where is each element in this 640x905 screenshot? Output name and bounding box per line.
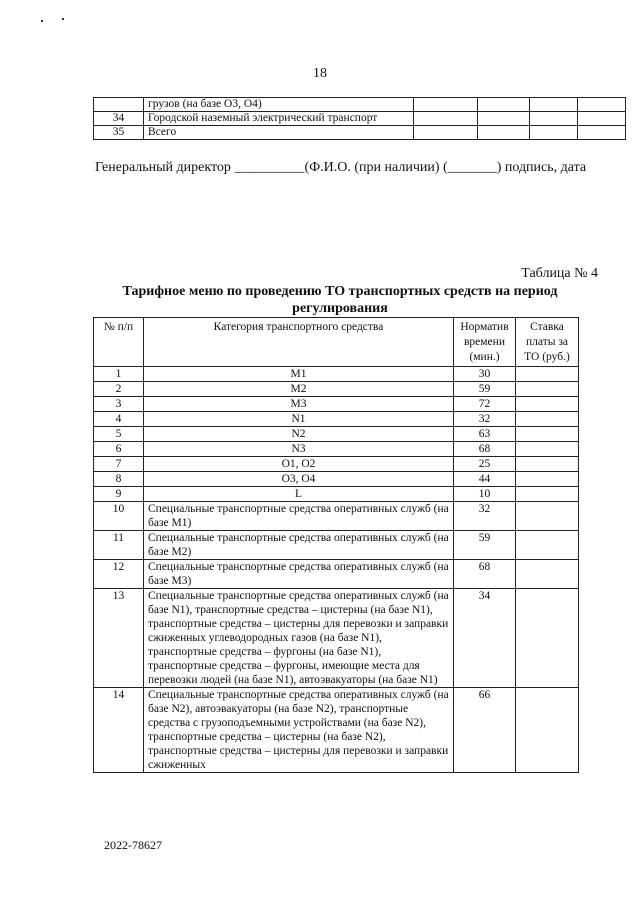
header-rate [516,318,579,367]
page-number: 18 [313,66,327,81]
row-rate [516,502,579,531]
row-number [94,98,144,112]
row-time: 30 [454,367,516,382]
header-time-line2: времени [464,336,505,348]
row-category: O3, O4 [144,472,454,487]
row-time: 25 [454,457,516,472]
row-category: M1 [144,367,454,382]
header-time [454,318,516,367]
table-row [94,442,579,457]
row-category: M3 [144,397,454,412]
row-time: 32 [454,502,516,531]
row-rate [516,427,579,442]
table-row [94,427,579,442]
empty-cell [414,112,478,126]
table-row [94,126,626,140]
row-rate [516,589,579,688]
empty-cell [478,98,530,112]
empty-cell [414,98,478,112]
row-time: 59 [454,531,516,560]
signature-role: Генеральный директор [95,160,231,175]
table-row [94,98,626,112]
row-number: 14 [94,688,144,773]
table-row [94,502,579,531]
fio-blank: __________ [234,160,305,175]
table-row [94,112,626,126]
fio-label: (Ф.И.О. (при наличии) ( [304,160,448,175]
row-time: 72 [454,397,516,412]
row-category: Всего [144,126,414,140]
table-row [94,688,579,773]
row-category: L [144,487,454,502]
table-row [94,367,579,382]
empty-cell [578,98,626,112]
row-category: Специальные транспортные средства оперативных служб (на базе N1), транспортные средства – цистерны (на базе N1), транспортные средства – цистерны для перевозки и заправки сжиженных углеводородных газов (на базе N1), транспортные средства – фургоны (на базе N1), транспортные средства – фургоны, имеющие места для перевозки людей (на базе N1), автоэвакуаторы (на базе N1) [144,589,454,688]
row-time: 44 [454,472,516,487]
header-num: № п/п [94,318,144,367]
row-category: Городской наземный электрический транспорт [144,112,414,126]
row-rate [516,457,579,472]
row-number: 4 [94,412,144,427]
row-time: 66 [454,688,516,773]
table-title: Тарифное меню по проведению ТО транспортных средств на период регулирования [122,284,558,316]
empty-cell [530,112,578,126]
row-category: M2 [144,382,454,397]
row-rate [516,531,579,560]
table-row [94,487,579,502]
row-category: Специальные транспортные средства оперативных служб (на базе N2), автоэвакуаторы (на базе N2), транспортные средства с грузоподъемными устройствами (на базе N2), транспортные средства – цистерны (на базе N2), транспортные средства – цистерны для перевозки и заправки сжиженных [144,688,454,773]
row-number: 1 [94,367,144,382]
row-time: 34 [454,589,516,688]
row-category: Специальные транспортные средства оперативных служб (на базе M1) [144,502,454,531]
signature-line [95,160,586,176]
row-number: 6 [94,442,144,457]
row-number: 3 [94,397,144,412]
row-category: N1 [144,412,454,427]
row-rate [516,560,579,589]
row-category: Специальные транспортные средства оперативных служб (на базе M3) [144,560,454,589]
header-row [94,318,579,367]
empty-cell [578,112,626,126]
header-time-line3: (мин.) [469,351,500,363]
sign-label: ) подпись, дата [496,160,587,175]
empty-cell [414,126,478,140]
header-rate-line2: платы за [526,336,568,348]
row-number: 9 [94,487,144,502]
row-number: 8 [94,472,144,487]
empty-cell [478,112,530,126]
header-rate-line3: ТО (руб.) [524,351,570,363]
row-rate [516,412,579,427]
row-time: 68 [454,560,516,589]
row-category: грузов (на базе O3, O4) [144,98,414,112]
sign-blank: _______ [447,160,497,175]
row-rate [516,688,579,773]
row-number: 10 [94,502,144,531]
row-number: 34 [94,112,144,126]
row-rate [516,367,579,382]
empty-cell [578,126,626,140]
document-code: 2022-78627 [104,838,162,852]
row-category: Специальные транспортные средства оперативных служб (на базе M2) [144,531,454,560]
row-number: 35 [94,126,144,140]
table-row [94,472,579,487]
tariff-table [93,317,579,773]
scan-speck [62,18,64,20]
table-row [94,531,579,560]
row-number: 2 [94,382,144,397]
row-time: 68 [454,442,516,457]
row-time: 59 [454,382,516,397]
row-time: 63 [454,427,516,442]
table-row [94,457,579,472]
row-rate [516,472,579,487]
table-row [94,560,579,589]
previous-table-continuation [93,97,626,140]
row-number: 12 [94,560,144,589]
table-row [94,412,579,427]
row-number: 5 [94,427,144,442]
row-number: 11 [94,531,144,560]
table-number: Таблица № 4 [521,266,598,281]
table-row [94,589,579,688]
header-category: Категория транспортного средства [144,318,454,367]
scan-speck [41,20,43,22]
row-rate [516,382,579,397]
row-rate [516,487,579,502]
empty-cell [530,126,578,140]
row-number: 7 [94,457,144,472]
row-category: N2 [144,427,454,442]
table-row [94,397,579,412]
empty-cell [478,126,530,140]
row-time: 10 [454,487,516,502]
row-rate [516,397,579,412]
header-time-line1: Норматив [460,321,509,333]
row-number: 13 [94,589,144,688]
row-category: O1, O2 [144,457,454,472]
table-row [94,382,579,397]
row-rate [516,442,579,457]
empty-cell [530,98,578,112]
header-rate-line1: Ставка [530,321,564,333]
row-time: 32 [454,412,516,427]
row-category: N3 [144,442,454,457]
